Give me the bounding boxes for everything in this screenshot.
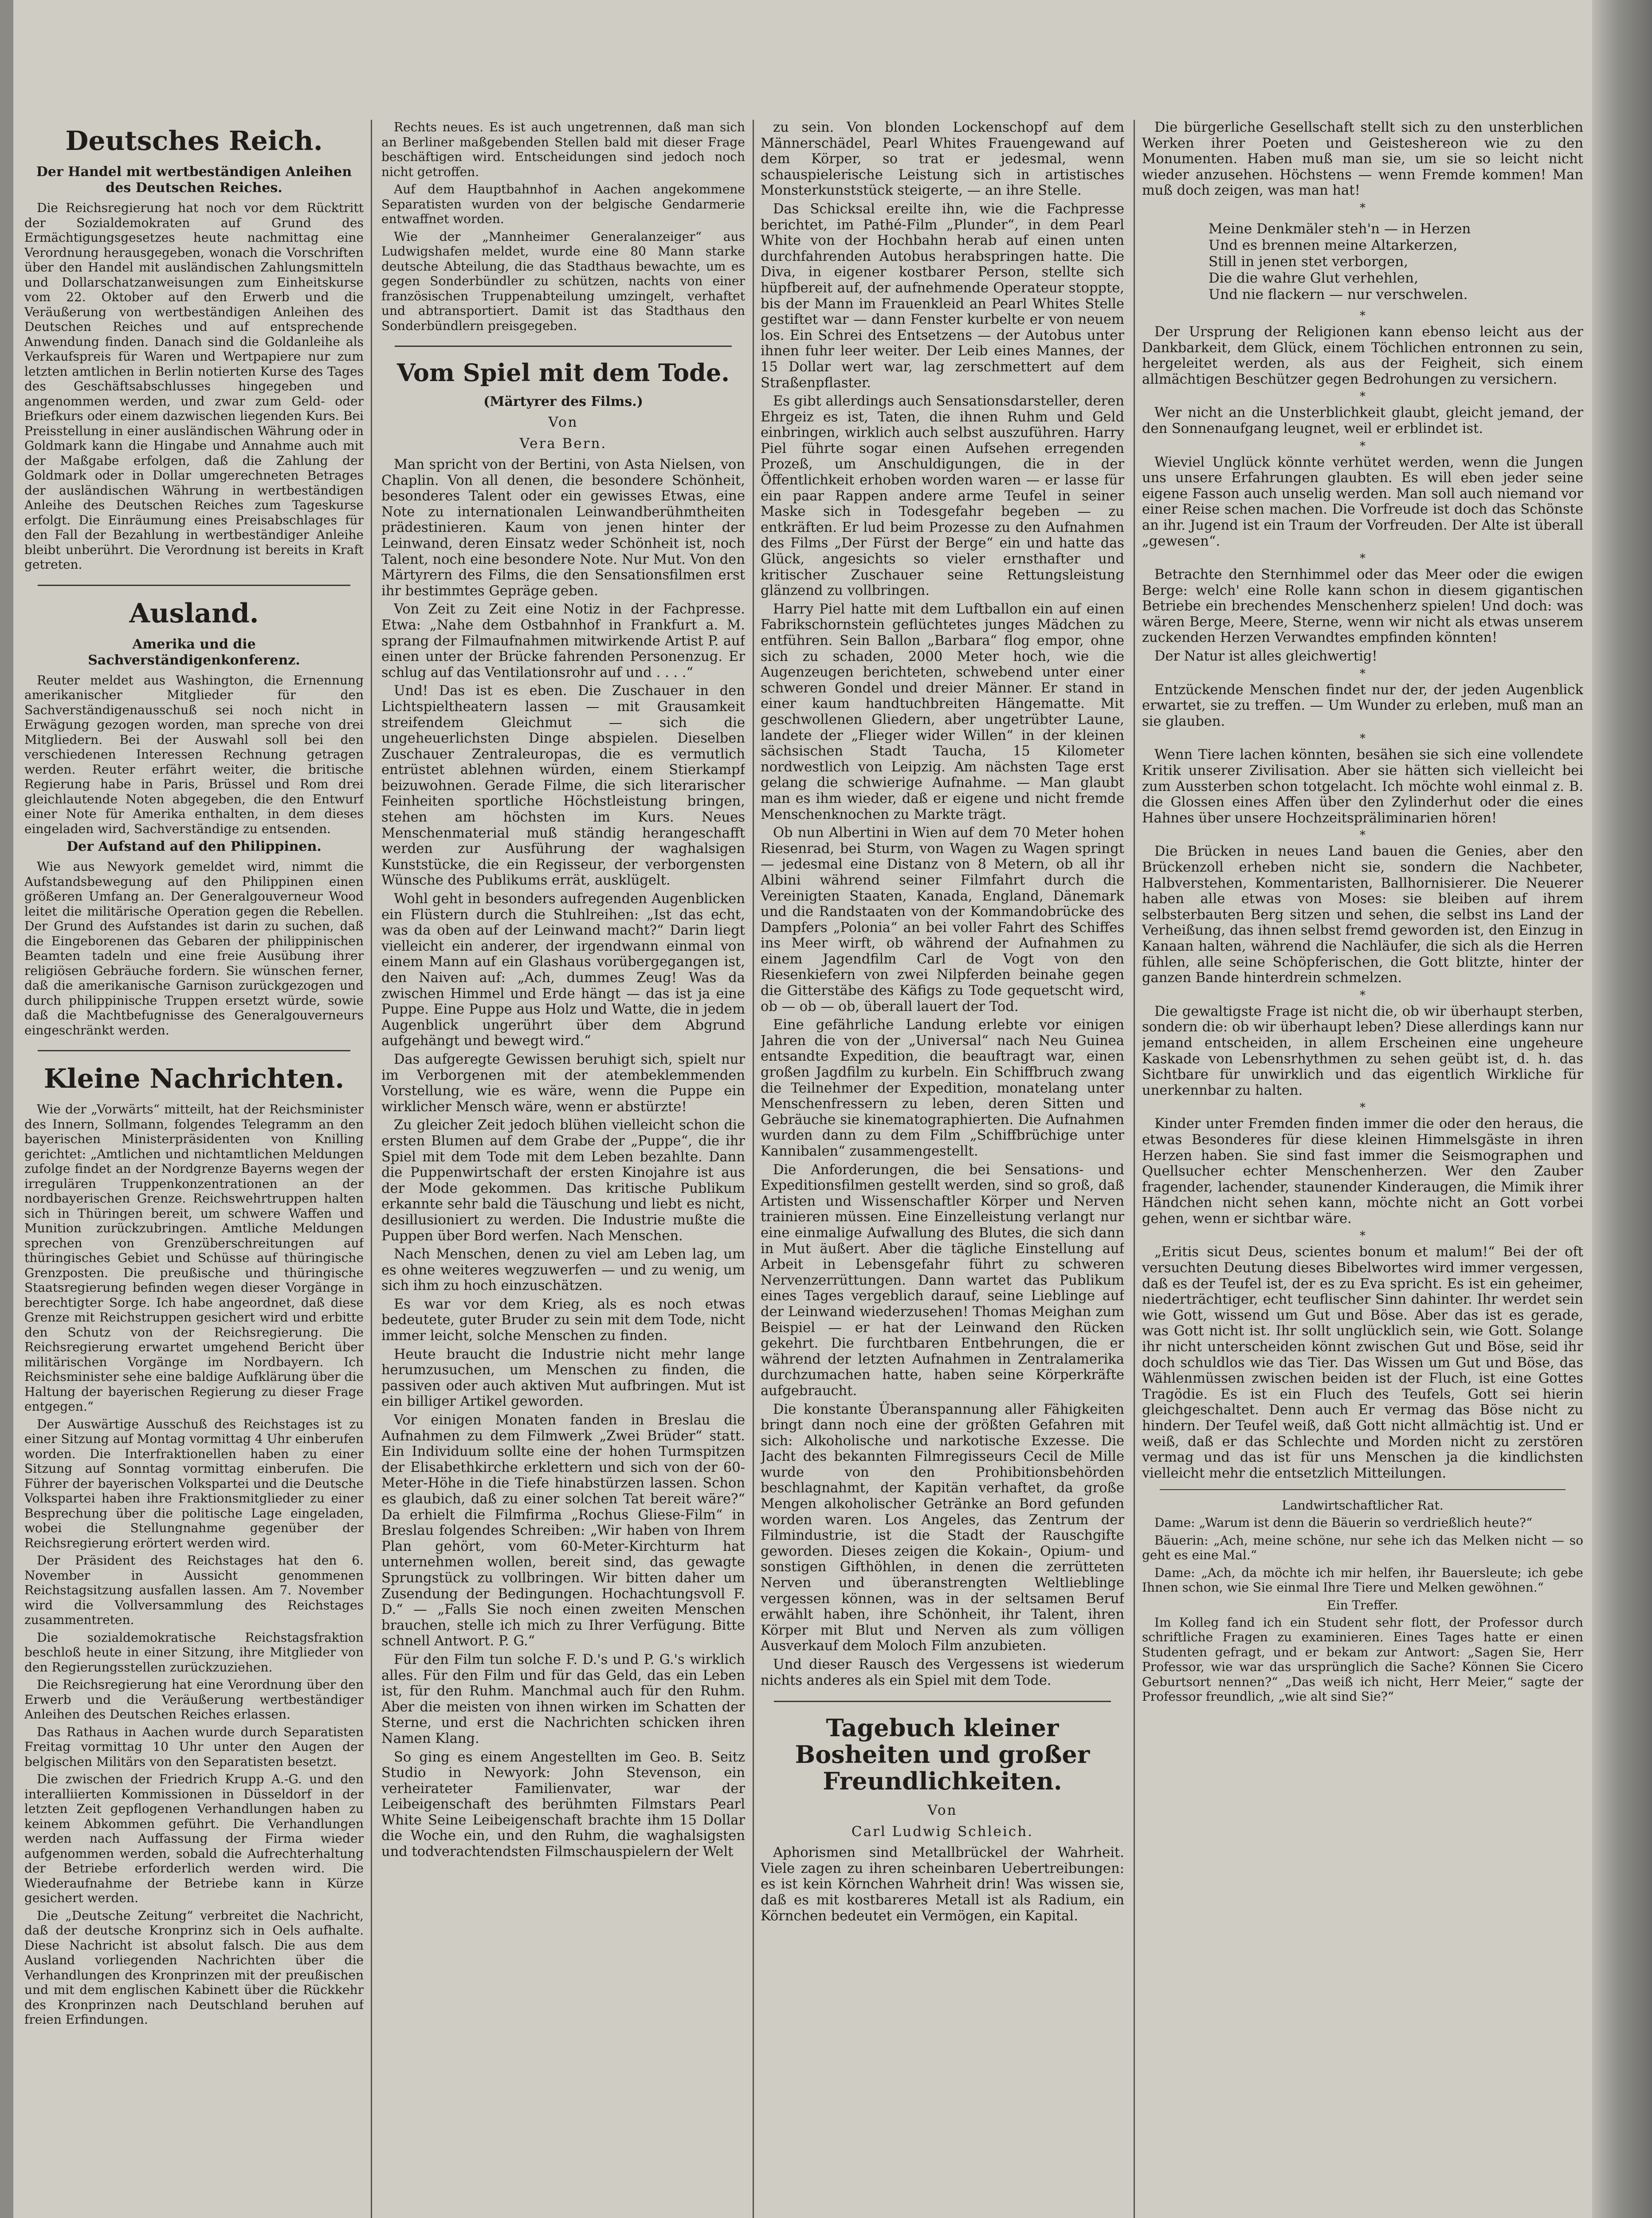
section-divider bbox=[38, 585, 350, 586]
article-paragraph: Wie aus Newyork gemeldet wird, nimmt die Aufstandsbewegung auf den Philippinen einen größeren Umfang an. Der Generalgouverneur Wood leitet die militärische Operation gegen die Rebellen. Der Grund des Aufstandes ist darin zu suchen, daß die Eingeborenen das Gebaren der philippinischen Beamten tadeln und eine freie Ausübung ihrer religiösen Gebräuche fordern. Sie wünschen ferner, daß die amerikanische Garnison zurückgezogen und durch philippinische Truppen ersetzt würde, sowie daß die Machtbefugnisse des Generalgouverneurs eingeschränkt werden. bbox=[24, 859, 364, 1038]
column-3 bbox=[761, 120, 1124, 2218]
aphorism: Wenn Tiere lachen könnten, besähen sie sich eine vollendete Kritik unserer Zivilisation. Aber sie hätten sich vielleicht bei zum Aussterben schon totgelacht. Ich möchte wohl einmal z. B. die Glossen eines Affen über den Zylinderhut oder die eines Hahnes über unsere Hochzeitspräliminarien hören! bbox=[1142, 747, 1583, 826]
separator-asterisk: * bbox=[1360, 732, 1366, 746]
article-paragraph: So ging es einem Angestellten im Geo. B. Seitz Studio in Newyork: John Stevenson, ein verheirateter Familienvater, war der Leibeigenschaft des berühmten Filmstars Pearl White Seine Leibeigenschaft brachte ihm 15 Dollar die Woche ein, und den Ruhm, die waghalsigsten und todverachtendsten Filmschauspielern der Welt bbox=[381, 1749, 745, 1860]
separator-asterisk: * bbox=[1360, 1101, 1366, 1115]
article-paragraph: Von Zeit zu Zeit eine Notiz in der Fachpresse. Etwa: „Nahe dem Ostbahnhof in Frankfurt a. M. sprang der Filmaufnahmen mitwirkende Artist P. auf einen unter der Brücke fahrenden Personenzug. Er schlug auf das Ventilationsrohr auf und . . . .“ bbox=[381, 602, 745, 680]
article-paragraph: Es war vor dem Krieg, als es noch etwas bedeutete, guter Bruder zu sein mit dem Tode, nicht immer leicht, solche Menschen zu finden. bbox=[381, 1296, 745, 1344]
anecdote-line: Dame: „Warum ist denn die Bäuerin so verdrießlich heute?“ bbox=[1154, 1515, 1533, 1530]
article-paragraph: Reuter meldet aus Washington, die Ernennung amerikanischer Mitglieder für den Sachverständigenausschuß sei noch nicht in Erwägung gezogen worden, man spreche von drei Mitgliedern. Bei der Auswahl soll bei den verschiedenen Interessen Rechnung getragen werden. Reuter erfährt weiter, die britische Regierung habe in Paris, Brüssel und Rom drei gleichlautende Noten abgegeben, die den Entwurf einer Note für Amerika enthalten, in dem dieses eingeladen wird, Sachverständige zu entsenden. bbox=[24, 672, 364, 836]
separator-asterisk: * bbox=[1360, 829, 1366, 842]
anecdote-line: Bäuerin: „Ach, meine schöne, nur sehe ich das Melken nicht — so geht es eine Mal.“ bbox=[1142, 1533, 1583, 1563]
section-divider bbox=[38, 1050, 350, 1051]
column-rule bbox=[1134, 120, 1135, 2218]
section-title-deutsches-reich: Deutsches Reich. bbox=[65, 126, 323, 157]
section-divider bbox=[774, 1701, 1111, 1702]
anecdote-title: Landwirtschaftlicher Rat. bbox=[1282, 1498, 1444, 1513]
anecdote-line: Im Kolleg fand ich ein Student sehr flott, der Professor durch schriftliche Fragen zu examinieren. Eines Tages hatte er einen Studenten gefragt, und er bekam zur Antwort: „Sagen Sie, Herr Professor, wie war das ursprünglich die Sache? Können Sie Cicero Geburtsort nennen?“ „Das weiß ich nicht, Herr Meier,“ sagte der Professor freundlich, „wie alt sind Sie?“ bbox=[1142, 1615, 1583, 1704]
separator-asterisk: * bbox=[1360, 667, 1366, 680]
article-paragraph: Zu gleicher Zeit jedoch blühen vielleicht schon die ersten Blumen auf dem Grabe der „Puppe“, die ihr Spiel mit dem Tode mit dem Leben bezahlte. Dann die Puppenwirtschaft der ersten Kinojahre ist aus der Mode gekommen. Das kritische Publikum erkannte sehr bald die Täuschung und liebt es nicht, desillusioniert zu werden. Die Industrie mußte die Puppen über Bord werfen. Nach Menschen. bbox=[381, 1117, 745, 1244]
separator-asterisk: * bbox=[1360, 309, 1366, 322]
column-4 bbox=[1142, 120, 1583, 2218]
article-paragraph: Rechts neues. Es ist auch ungetrennen, daß man sich an Berliner maßgebenden Stellen bald mit dieser Frage beschäftigen wird. Entscheidungen sind jedoch noch nicht getroffen. bbox=[381, 120, 745, 179]
article-paragraph: Heute braucht die Industrie nicht mehr lange herumzusuchen, um Menschen zu finden, die passiven oder auch aktiven Mut aufbringen. Mut ist ein billiger Artikel geworden. bbox=[381, 1346, 745, 1410]
article-paragraph: Die zwischen der Friedrich Krupp A.-G. und den interalliierten Kommissionen in Düsseldorf in der letzten Zeit gepflogenen Verhandlungen haben zu keinem Abkommen geführt. Die Verhandlungen werden nach Auffassung der Firma wieder aufgenommen werden, sobald die Aufrechterhaltung der Betriebe erforderlich werden wird. Die Wiederaufnahme der Betriebe kann in Kürze gesichert werden. bbox=[24, 1772, 364, 1905]
article-paragraph: Die Reichsregierung hat noch vor dem Rücktritt der Sozialdemokraten auf Grund des Ermächtigungsgesetzes heute nachmittag eine Verordnung herausgegeben, wonach die Vorschriften über den Handel mit ausländischen Zahlungsmitteln und Dollarschatzanweisungen zum Einheitskurse vom 22. Oktober auf den Erwerb und die Veräußerung von wertbeständigen Anleihen des Deutschen Reiches und auf entsprechende Anwendung finden. Danach sind die Goldanleihe als Verkaufspreis für Waren und Wertpapiere nur zum letzten amtlichen in Berlin notierten Kurse des Tages des Geschäftsabschlusses hingegeben und angenommen werden, und zwar zum Geld- oder Briefkurs oder einem dazwischen liegenden Kurs. Bei Preisstellung in einer ausländischen Währung oder in Goldmark kann die Hingabe und Annahme auch mit der Maßgabe erfolgen, daß die Zahlung der Goldmark oder in Dollar umgerechneten Betrages der ausländischen Währung in wertbeständigen Anleihe des Deutschen Reiches zum Tageskurse erfolgt. Die Einräumung eines Preisabschlages für den Fall der Bezahlung in wertbeständiger Anleihe bleibt unberührt. Die Verordnung ist bereits in Kraft getreten. bbox=[24, 201, 364, 572]
aphorism: Der Ursprung der Religionen kann ebenso leicht aus der Dankbarkeit, dem Glück, einem Töchlichen entronnen zu sein, hergeleitet werden, als aus der Feigheit, sich einem allmächtigen Beschützer gegen Bedrohungen zu versichern. bbox=[1142, 324, 1583, 387]
aphorism: Kinder unter Fremden finden immer die oder den heraus, die etwas Besonderes für diese kleinen Himmelsgäste in ihren Herzen haben. Sie sind fast immer die Seismographen und Quellsucher echter Menschenherzen. Wer den Zauber fragender, lachender, staunender Kinderaugen, die Mimik ihrer Händchen nicht sehen kann, möchte nicht an Gott vorbei gehen, wenn er sichtbar wäre. bbox=[1142, 1116, 1583, 1227]
article-paragraph: Die Reichsregierung hat eine Verordnung über den Erwerb und die Veräußerung wertbeständiger Anleihen des Deutschen Reiches erlassen. bbox=[24, 1677, 364, 1722]
article-paragraph: Nach Menschen, denen zu viel am Leben lag, um es ohne weiteres wegzuwerfen — und zu wenig, um sich ihm zu hoch einzuschätzen. bbox=[381, 1247, 745, 1294]
aphorism: Betrachte den Sternhimmel oder das Meer oder die ewigen Berge: welch' eine Rolle kann schon in diesem gigantischen Betriebe ein brechendes Menschenherz spielen! Und doch: was wären Berge, Meere, Sterne, wenn wir nicht als etwas unserem zuckenden Herzen Verwandtes empfinden könnten! bbox=[1142, 567, 1583, 646]
article-paragraph: Der Präsident des Reichstages hat den 6. November in Aussicht genommenen Reichstagsitzung ausfallen lassen. Am 7. November wird die Vollversammlung des Reichstages zusammentreten. bbox=[24, 1553, 364, 1627]
article-paragraph: Harry Piel hatte mit dem Luftballon ein auf einen Fabrikschornstein geflüchtetes junges Mädchen zu entführen. Sein Ballon „Barbara“ flog empor, ohne sich zu schaden, 2000 Meter hoch, wie die Augenzeugen berichteten, schwebend unter einer schweren Gondel und dreier Männer. Er stand in einer kaum handtuchbreiten Hängematte. Mit geschwollenen Gliedern, aber ungetrübter Laune, landete der „Flieger wider Willen“ in der kleinen sächsischen Stadt Taucha, 15 Kilometer nordwestlich von Leipzig. Am nächsten Tage erst gelang die schwierige Aufnahme. — Man glaubt man es ihm wieder, daß er eigene und nicht fremde Menschenknochen zu Markte trägt. bbox=[761, 601, 1124, 822]
column-1 bbox=[24, 120, 364, 2218]
aphorism: Die Brücken in neues Land bauen die Genies, aber den Brückenzoll erheben nicht sie, sondern die Nachbeter, Halbverstehen, Kommentaristen, Ballhornisierer. Die Neuerer haben alle etwas von Moses: sie bleiben auf ihrem selbsterbauten Berg sitzen und sehen, die selbst ins Land der Verheißung, das ihnen selbst fremd geworden ist, den Einzug in Kanaan halten, während die Nachläufer, die sich als die Herren fühlen, alle seine Schöpferischen, die Gott blitzte, hinter der ganzen Bande hinterdrein schmelzen. bbox=[1142, 844, 1583, 986]
article-paragraph: Und! Das ist es eben. Die Zuschauer in den Lichtspieltheatern lassen — mit Grausamkeit streifendem Gleichmut — sich die ungeheuerlichsten Dinge abspielen. Dieselben Zuschauer Zentraleuropas, die es vermutlich entrüstet ablehnen würden, einem Stierkampf beizuwohnen. Gerade Filme, die sich literarischer Feinheiten sportliche Höchstleistung bringen, stehen am höchsten im Kurs. Neues Menschenmaterial muß ständig herangeschafft werden zur Ausführung der waghalsigen Kunststücke, die ein Regisseur, der verborgensten Wünsche des Publikums errät, ausklügelt. bbox=[381, 683, 745, 889]
article-paragraph: Auf dem Hauptbahnhof in Aachen angekommene Separatisten wurden von der belgische Gendarmerie entwaffnet worden. bbox=[381, 182, 745, 226]
article-paragraph: Eine gefährliche Landung erlebte vor einigen Jahren die von der „Universal“ nach Neu Guinea entsandte Expedition, die beauftragt war, einen großen Jagdfilm zu kurbeln. Ein Schiffbruch zwang die Teilnehmer der Expedition, monatelang unter Menschenfressern zu leben, deren Sitten und Gebräuche sie kinematographierten. Die Aufnahmen wurden dann zu dem Film „Schiffbrüchige unter Kannibalen“ zusammengestellt. bbox=[761, 1017, 1124, 1159]
byline-author: Vera Bern. bbox=[519, 436, 607, 452]
article-paragraph: Das aufgeregte Gewissen beruhigt sich, spielt nur im Verborgenen mit der atembeklemmenden Vorstellung, wie es wäre, wenn die Puppe ein wirklicher Mensch wäre, wenn er abstürzte! bbox=[381, 1051, 745, 1115]
separator-asterisk: * bbox=[1360, 201, 1366, 215]
byline-von: Von bbox=[548, 414, 578, 430]
section-divider bbox=[1160, 1489, 1566, 1490]
column-rule bbox=[753, 120, 754, 2218]
feuilleton-subtitle: (Märtyrer des Films.) bbox=[483, 394, 643, 409]
page-stack-edge bbox=[1592, 0, 1652, 2218]
anecdote-title: Ein Treffer. bbox=[1327, 1597, 1398, 1612]
article-subtitle: Der Handel mit wertbeständigen Anleihen des Deutschen Reiches. bbox=[36, 164, 352, 196]
aphorism: Wieviel Unglück könnte verhütet werden, wenn die Jungen uns unsere Erfahrungen glaubten. Es will eben jeder seine eigene Fasson auch unselig werden. Man soll auch niemand vor einer Reise schen machen. Die Vorfreude ist doch das Schönste an ihr. Jugend ist ein Traum der Vorfreuden. Der Alte ist überall „gewesen“. bbox=[1142, 454, 1583, 549]
article-paragraph: Das Schicksal ereilte ihn, wie die Fachpresse berichtet, im Pathé-Film „Plunder“, in dem Pearl White von der Hochbahn herab auf einen unten durchfahrenden Autobus herabspringen hatte. Die Diva, in eigener kostbarer Person, stellte sich hüpfbereit auf, der aufnehmende Operateur stoppte, bis der Mann im Frauenkleid an Pearl Whites Stelle gestiftet war — dann Fenster kurbelte er von neuem los. Ein Schrei des Entsetzens — der Autobus unter ihnen fuhr leer weiter. Der Leib eines Mannes, der 15 Dollar wert war, lag zerschmettert auf dem Straßenpflaster. bbox=[761, 201, 1124, 391]
article-paragraph: Ob nun Albertini in Wien auf dem 70 Meter hohen Riesenrad, bei Sturm, von Wagen zu Wagen springt — jedesmal eine Distanz von 8 Metern, ob all ihr Albini während seiner Filmfahrt durch die Vereinigten Staaten, Kanada, England, Dänemark und die Randstaaten von der Kommandobrücke des Dampfers „Polonia“ an bei voller Fahrt des Schiffes ins Meer wirft, ob während der Aufnahmen zu einem Jagendfilm Carl de Vogt von den Riesenkiefern von zwei Nilpferden beinahe gegen die Gitterstäbe des Käfigs zu Tode gequetscht wird, ob — ob — ob, überall lauert der Tod. bbox=[761, 825, 1124, 1015]
byline-author: Carl Ludwig Schleich. bbox=[851, 1824, 1034, 1840]
article-paragraph: Vor einigen Monaten fanden in Breslau die Aufnahmen zu dem Filmwerk „Zwei Brüder“ statt. Ein Individuum sollte eine der hohen Turmspitzen der Elisabethkirche erklettern und sich von der 60-Meter-Höhe in die Tiefe hinabstürzen lassen. Schon es glaubich, daß zu einer solchen Tat bereit wäre?“ Da erhielt die Filmfirma „Rochus Gliese-Film“ in Breslau folgendes Schreiben: „Wir haben von Ihrem Plan gehört, vom 60-Meter-Kirchturm hat unternehmen wollen, bereit sind, das gewagte Sprungstück zu vollbringen. Wir bitten daher um Zusendung der Bedingungen. Hochachtungsvoll F. D.“ — „Falls Sie noch einen zweiten Menschen brauchen, stelle ich mich zu Ihrer Verfügung. Bitte schnell Antwort. P. G.“ bbox=[381, 1412, 745, 1649]
separator-asterisk: * bbox=[1360, 390, 1366, 404]
article-paragraph: Der Auswärtige Ausschuß des Reichstages ist zu einer Sitzung auf Montag vormittag 4 Uhr einberufen worden. Die Interfraktionellen haben zu einer Sitzung auf Sonntag vormittag einberufen. Die Führer der bayerischen Volkspartei und die Deutsche Volkspartei haben ihre Fraktionsmitglieder zu einer Besprechung über die politische Lage eingeladen, wobei die Stellungnahme gegenüber der Reichsregierung erörtert werden wird. bbox=[24, 1416, 364, 1550]
aphorism: Wer nicht an die Unsterblichkeit glaubt, gleicht jemand, der den Sonnenaufgang leugnet, weil er erblindet ist. bbox=[1142, 405, 1583, 437]
separator-asterisk: * bbox=[1360, 988, 1366, 1002]
article-subtitle: Der Aufstand auf den Philippinen. bbox=[67, 839, 322, 854]
article-paragraph: zu sein. Von blonden Lockenschopf auf dem Männerschädel, Pearl Whites Frauengewand auf dem Körper, so trat er jedesmal, wenn schauspielerische Leistung sich in artistisches Monsterkunststück steigerte, — an ihre Stelle. bbox=[761, 120, 1124, 199]
aphorism: Entzückende Menschen findet nur der, der jeden Augenblick erwartet, sie zu treffen. — Um Wunder zu erleben, muß man an sie glauben. bbox=[1142, 682, 1583, 729]
article-paragraph: Wohl geht in besonders aufregenden Augenblicken ein Flüstern durch die Stuhlreihen: „Ist das echt, was da oben auf der Leinwand macht?“ Darin liegt vielleicht ein anderer, der irgendwann einmal von einem Mann auf ein Glashaus vorübergegangen ist, den Naiven auf: „Ach, dummes Zeug! Was da zwischen Himmel und Erde hängt — das ist ja eine Puppe. Eine Puppe aus Holz und Watte, die in jedem Augenblick ungerührt über dem Abgrund aufgehängt und bewegt wird.“ bbox=[381, 891, 745, 1049]
aphorism: „Eritis sicut Deus, scientes bonum et malum!“ Bei der oft versuchten Deutung dieses Bibelwortes wird immer vergessen, daß es der Teufel ist, der es zu Eva spricht. Es ist ein geheimer, niederträchtiger, echt teuflischer Sinn dahinter. Ihr werdet sein wie Gott, wissend um Gut und Böse. Aber das ist es gerade, was Gott nicht ist. Ihr sollt unglücklich sein, wie Gott. Solange ihr nicht unterscheiden könnt zwischen Gut und Böse, seid ihr doch schuldlos wie das Tier. Das Wissen um Gut und Böse, das Wählenmüssen zwischen beiden ist der Fluch, ist eine Gottes Tragödie. Es ist ein Fluch des Teufels, Gott sei hierin gleichgeschaltet. Denn auch Er vermag das Böse nicht zu hindern. Der Teufel weiß, daß Gott nicht allmächtig ist. Und er weiß, daß er das Schlechte und Morden nicht zu zerstören vermag und das ist für uns Menschen ja die kindlichsten vielleicht mehr die entsetzlich Mitteilungen. bbox=[1142, 1244, 1583, 1481]
separator-asterisk: * bbox=[1360, 439, 1366, 453]
feuilleton-title: Vom Spiel mit dem Tode. bbox=[396, 358, 730, 387]
article-paragraph: Die konstante Überanspannung aller Fähigkeiten bringt dann noch eine der größten Gefahren mit sich: Alkoholische und narkotische Exzesse. Die Jacht des bekannten Filmregisseurs Cecil de Mille wurde von den Prohibitionsbehörden beschlagnahmt, der Kapitän verhaftet, da große Mengen alkoholischer Getränke an Bord gefunden worden waren. Los Angeles, das Zentrum der Filmindustrie, ist die Stadt der Rauschgifte geworden. Dieses zeigen die Kokain-, Opium- und sonstigen Gifthöhlen, in denen die zerrütteten Nerven und überanstrengten Weltlieblinge vergessen können, was in der seltsamen Beruf erwählt haben, ihre Schönheit, ihr Talent, ihren Körper mit Blut und Nerven als zum völligen Ausverkauf dem Moloch Film anzubieten. bbox=[761, 1401, 1124, 1654]
poem-verse: Meine Denkmäler steh'n — in Herzen Und es brennen meine Altarkerzen, Still in jenen stet verborgen, Die die wahre Glut verhehlen, Und nie flackern — nur verschwelen. bbox=[1209, 220, 1471, 303]
article-subtitle: Amerika und die Sachverständigenkonferenz. bbox=[88, 636, 300, 668]
aphorism: Der Natur ist alles gleichwertig! bbox=[1154, 649, 1377, 665]
article-paragraph: Wie der „Mannheimer Generalanzeiger“ aus Ludwigshafen meldet, wurde eine 80 Mann starke deutsche Abteilung, die das Stadthaus bewachte, um es gegen Sonderbündler zu schützen, nachts von einer französischen Truppenabteilung umzingelt, verhaftet und abtransportiert. Damit ist das Stadthaus den Sonderbündlern preisgegeben. bbox=[381, 229, 745, 333]
column-rule bbox=[371, 120, 372, 2218]
separator-asterisk: * bbox=[1360, 1229, 1366, 1243]
section-title-ausland: Ausland. bbox=[129, 598, 259, 629]
article-paragraph: Die „Deutsche Zeitung“ verbreitet die Nachricht, daß der deutsche Kronprinz sich in Oels aufhalte. Diese Nachricht ist absolut falsch. Die aus dem Ausland vorliegenden Nachrichten über die Verhandlungen des Kronprinzen mit der preußischen und mit dem englischen Kabinett über die Rückkehr des Kronprinzen nach Deutschland beruhen auf freien Erfindungen. bbox=[24, 1908, 364, 2027]
article-paragraph: Es gibt allerdings auch Sensationsdarsteller, deren Ehrgeiz es ist, Taten, die ihnen Ruhm und Geld einbringen, wirklich auch selbst auszuführen. Harry Piel führte sogar einen Aufsehen erregenden Prozeß, um Anschuldigungen, die in der Öffentlichkeit erhoben worden waren — er lasse für ein paar Rappen andere arme Teufel in seiner Maske sich in Todesgefahr begeben — zu entkräften. Er lud beim Prozesse zu den Aufnahmen des Films „Der Fürst der Berge“ ein und hatte das Glück, angesichts so vieler ernsthafter und kritischer Zuschauer seine Rettungsleistung glänzend zu vollbringen. bbox=[761, 393, 1124, 599]
page-binding-edge bbox=[0, 0, 13, 2218]
article-paragraph: Aphorismen sind Metallbrückel der Wahrheit. Viele zagen zu ihren scheinbaren Uebertreibungen: es ist kein Körnchen Wahrheit drin! Was wissen sie, daß es mit kostbareres Metall ist als Radium, ein Körnchen bedeutet ein Vermögen, ein Kapital. bbox=[761, 1845, 1124, 1924]
article-paragraph: Die Anforderungen, die bei Sensations- und Expeditionsfilmen gestellt werden, sind so groß, daß Artisten und Wissenschaftler Körper und Nerven trainieren müssen. Eine Einzelleistung verlangt nur eine einmalige Aufwallung des Blutes, die sich dann in Mut äußert. Aber die tägliche Einstellung auf Arbeit in Lebensgefahr führt zu schweren Nervenzerrüttungen. Dann wartet das Publikum eines Tages vergeblich darauf, seine Lieblinge auf der Leinwand wiederzusehen! Thomas Meighan zum Beispiel — er hat der Leinwand den Rücken gekehrt. Die furchtbaren Entbehrungen, die er während der letzten Aufnahmen in Zentralamerika durchzumachen hatte, haben seine Körperkräfte aufgebraucht. bbox=[761, 1162, 1124, 1399]
aphorism: Die bürgerliche Gesellschaft stellt sich zu den unsterblichen Werken ihrer Poeten und Geisteshereon wie zu den Monumenten. Haben muß man sie, um sie so leicht nicht wieder anzusehen. Höchstens — wenn Fremde kommen! Man muß doch zeigen, was man hat! bbox=[1142, 120, 1583, 199]
separator-asterisk: * bbox=[1360, 552, 1366, 566]
article-paragraph: Wie der „Vorwärts“ mitteilt, hat der Reichsminister des Innern, Sollmann, folgendes Telegramm an den bayerischen Ministerpräsidenten von Knilling gerichtet: „Amtlichen und nichtamtlichen Meldungen zufolge findet an der Nordgrenze Bayerns wegen der irregulären Truppenkonzentrationen an der nordbayerischen Grenze. Reichswehrtruppen halten sich in Thüringen bereit, um schwere Waffen und Munition zurückzubringen. Amtliche Meldungen sprechen von Grenzüberschreitungen auf thüringisches Gebiet und Schüsse auf thüringische Grenzposten. Die preußische und thüringische Staatsregierung befinden wegen dieser Vorgänge in berechtigter Sorge. Ich habe angeordnet, daß diese Grenze mit Reichstruppen gesichert wird und erbitte den Schutz von der Reichsregierung. Die Reichsregierung erwartet umgehend Bericht über militärischen Vorgänge im Nordbayern. Ich Reichsminister sehe eine baldige Aufklärung über die Haltung der bayerischen Regierung zu dieser Frage entgegen.“ bbox=[24, 1102, 364, 1414]
article-paragraph: Für den Film tun solche F. D.'s und P. G.'s wirklich alles. Für den Film und für das Geld, das ein Leben ist, für den Ruhm. Manchmal auch für den Ruhm. Aber die meisten von ihnen wirken im Schatten der Sterne, und erst die Nachrichten schicken ihren Namen Klang. bbox=[381, 1652, 745, 1746]
anecdote-line: Dame: „Ach, da möchte ich mir helfen, ihr Bauersleute; ich gebe Ihnen schon, wie Sie einmal Ihre Tiere und Melken gewöhnen.“ bbox=[1142, 1565, 1583, 1595]
article-paragraph: Und dieser Rausch des Vergessens ist wiederum nichts anderes als ein Spiel mit dem Tode. bbox=[761, 1657, 1124, 1688]
column-2 bbox=[381, 120, 745, 2218]
article-paragraph: Das Rathaus in Aachen wurde durch Separatisten Freitag vormittag 10 Uhr unter den Augen der belgischen Militärs von den Separatisten besetzt. bbox=[24, 1724, 364, 1769]
aphorism: Die gewaltigste Frage ist nicht die, ob wir überhaupt sterben, sondern die: ob wir überhaupt leben? Diese allerdings kann nur jemand entscheiden, in allem Erscheinen eine ungeheure Kaskade von Lebensrhythmen zu sehen geübt ist, d. h. das Sichtbare für unwirklich und das eigentlich Wirkliche für unerkennbar zu halten. bbox=[1142, 1003, 1583, 1098]
article-paragraph: Die sozialdemokratische Reichstagsfraktion beschloß heute in einer Sitzung, ihre Mitglieder von den Regierungsstellen zurückzuziehen. bbox=[24, 1630, 364, 1675]
article-paragraph: Man spricht von der Bertini, von Asta Nielsen, von Chaplin. Von all denen, die besondere Schönheit, besonderes Talent oder ein gewisses Etwas, eine Note zu internationalen Leinwandberühmtheiten prädestinieren. Kaum von jenen hinter der Leinwand, deren Einsatz weder Schönheit ist, noch Talent, noch eine besondere Note. Nur Mut. Von den Märtyrern des Films, die den Sensationsfilmen erst ihr bestimmtes Gepräge geben. bbox=[381, 457, 745, 599]
aphorisms-title: Tagebuch kleiner Bosheiten und großer Freundlichkeiten. bbox=[795, 1714, 1090, 1796]
section-divider bbox=[395, 346, 732, 347]
section-title-kleine-nachrichten: Kleine Nachrichten. bbox=[43, 1063, 345, 1094]
byline-von: Von bbox=[927, 1802, 957, 1819]
